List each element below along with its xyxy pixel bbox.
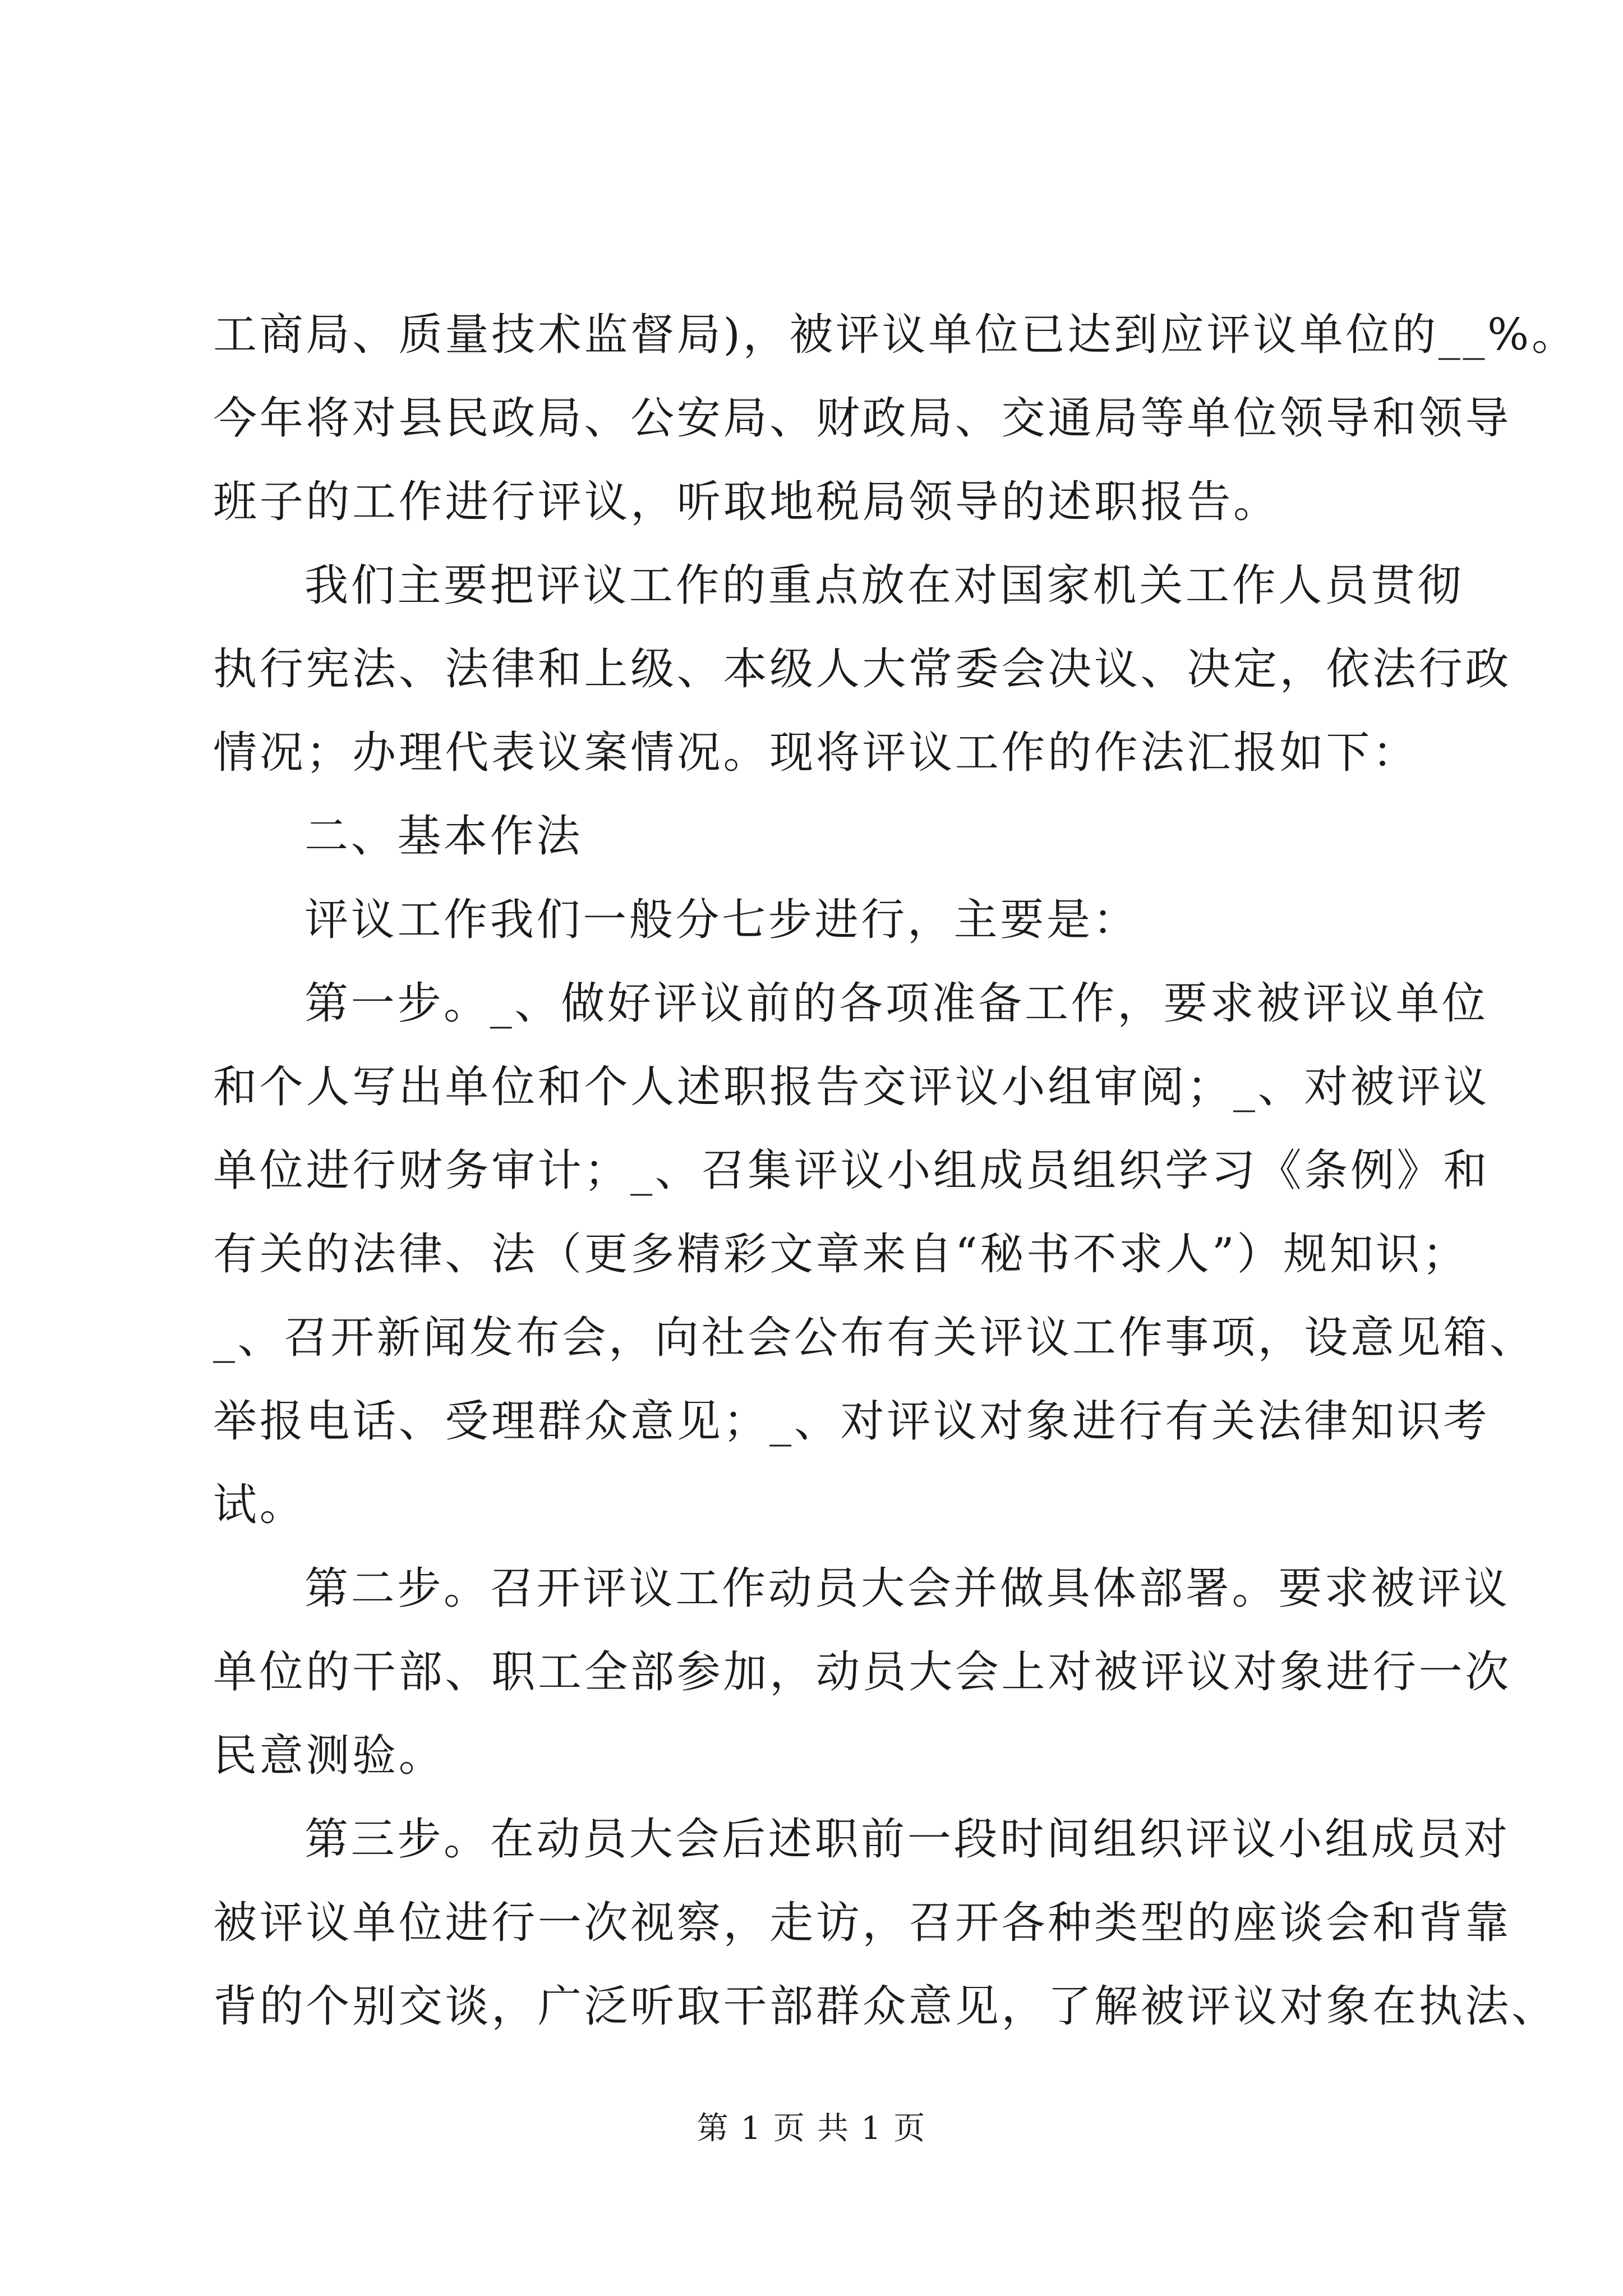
text-line: 单位的干部、职工全部参加，动员大会上对被评议对象进行一次 xyxy=(213,1647,1512,1697)
text-line: 今年将对县民政局、公安局、财政局、交通局等单位领导和领导 xyxy=(213,393,1512,444)
section-heading: 二、基本作法 xyxy=(305,811,583,862)
paragraph-start: 第一步。_、做好评议前的各项准备工作，要求被评议单位 xyxy=(305,978,1488,1029)
text-line: 单位进行财务审计；_、召集评议小组成员组织学习《条例》和 xyxy=(213,1145,1490,1196)
paragraph-start: 第二步。召开评议工作动员大会并做具体部署。要求被评议 xyxy=(305,1563,1510,1614)
text-line: 和个人写出单位和个人述职报告交评议小组审阅；_、对被评议 xyxy=(213,1062,1490,1112)
paragraph-start: 第三步。在动员大会后述职前一段时间组织评议小组成员对 xyxy=(305,1814,1510,1865)
text-line: 举报电话、受理群众意见；_、对评议对象进行有关法律知识考 xyxy=(213,1396,1490,1447)
text-line: 有关的法律、法（更多精彩文章来自“秘书不求人”）规知识； xyxy=(213,1229,1469,1280)
text-line: _、召开新闻发布会，向社会公布有关评议工作事项，设意见箱、 xyxy=(213,1313,1536,1363)
paragraph-start: 评议工作我们一般分七步进行，主要是： xyxy=(305,895,1140,945)
text-line: 班子的工作进行评议，听取地税局领导的述职报告。 xyxy=(213,477,1280,527)
text-line: 试。 xyxy=(213,1480,306,1530)
page-number-footer: 第 1 页 共 1 页 xyxy=(697,2110,926,2147)
text-line: 背的个别交谈，广泛听取干部群众意见，了解被评议对象在执法、 xyxy=(213,1981,1558,2032)
text-line: 执行宪法、法律和上级、本级人大常委会决议、决定，依法行政 xyxy=(213,644,1512,694)
text-line: 民意测验。 xyxy=(213,1731,445,1781)
text-line: 情况；办理代表议案情况。现将评议工作的作法汇报如下： xyxy=(213,728,1419,778)
text-line: 工商局、质量技术监督局)，被评议单位已达到应评议单位的__%。 xyxy=(213,310,1578,360)
text-line: 被评议单位进行一次视察，走访，召开各种类型的座谈会和背靠 xyxy=(213,1898,1512,1948)
paragraph-start: 我们主要把评议工作的重点放在对国家机关工作人员贯彻 xyxy=(305,560,1464,611)
